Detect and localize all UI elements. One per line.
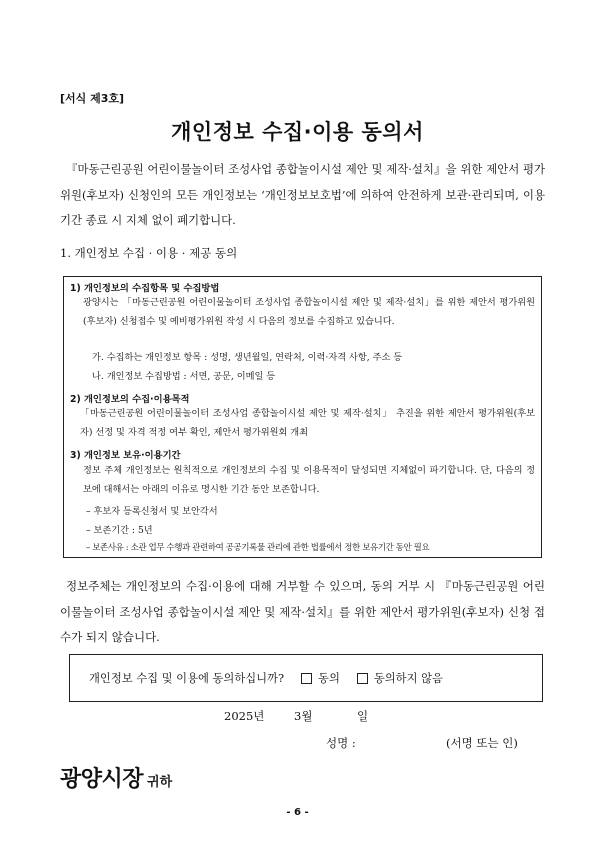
retention-heading: 3) 개인정보 보유·이용기간 [70,450,181,461]
collection-method: 나. 개인정보 수집방법 : 서면, 공문, 이메일 등 [92,371,276,382]
disagree-option[interactable] [357,670,443,686]
retention-item-period: – 보존기간 : 5년 [86,525,153,536]
signature-hint: (서명 또는 인) [446,736,518,750]
date-day: 일 [357,709,369,723]
intro-paragraph: 『마동근린공원 어린이물놀이터 조성사업 종합놀이시설 제안 및 제작·설치』을 위한 제안서 평가위원(후보자) 신청인의 모든 개인정보는 ‘개인정보보호법’에 의하여 안전하게 보관·관리되며, 이용기간 종료 시 지체 없이 폐기합니다. [60,162,545,227]
page-number: - 6 - [286,807,309,818]
consent-details-box [63,276,542,558]
agree-option[interactable] [301,670,340,686]
consent-question-box [69,654,543,702]
collection-items-heading: 1) 개인정보의 수집항목 및 수집방법 [70,283,220,294]
document-title: 개인정보 수집·이용 동의서 [171,120,424,144]
section-1-title: 1. 개인정보 수집 · 이용 · 제공 동의 [60,246,238,260]
collected-items: 가. 수집하는 개인정보 항목 : 성명, 생년월일, 연락처, 이력·자격 사항, 주소 등 [92,352,403,363]
consent-question: 개인정보 수집 및 이용에 동의하십니까? [89,672,285,685]
collection-items-text: 광양시는 「마동근린공원 어린이물놀이터 조성사업 종합놀이시설 제안 및 제작·설치」를 위한 제안서 평가위원(후보자) 신청접수 및 예비평가위원 작성 시 다음의 정보를 수집하고 있습니다. [83,297,535,327]
recipient-suffix: 귀하 [147,775,173,790]
date-year: 2025년 [224,709,265,723]
recipient [60,762,172,793]
purpose-heading: 2) 개인정보의 수집·이용목적 [70,394,190,405]
retention-text: 정보 주체 개인정보는 원칙적으로 개인정보의 수집 및 이용목적이 달성되면 지체없이 파기합니다. 단, 다음의 정보에 대해서는 아래의 이유로 명시한 기간 동안 보존합니다. [83,465,535,495]
retention-item-documents: – 후보자 등록신청서 및 보안각서 [86,506,218,517]
refusal-notice: 정보주체는 개인정보의 수집·이용에 대해 거부할 수 있으며, 동의 거부 시 『마동근린공원 어린이물놀이터 조성사업 종합놀이시설 제안 및 제작·설치』를 위한 제안서 평가위원(후보자) 신청 접수가 되지 않습니다. [60,579,545,644]
signature-label: 성명 : [326,736,356,750]
disagree-label: 동의하지 않음 [373,672,443,685]
recipient-name: 광양시장 [60,767,144,792]
agree-checkbox[interactable] [301,673,312,684]
retention-item-reason: – 보존사유 : 소관 업무 수행과 관련하여 공공기록물 관리에 관한 법률에서 정한 보유기간 동안 필요 [86,542,430,552]
agree-label: 동의 [318,672,340,685]
date-month: 3월 [294,709,313,723]
form-number: [서식 제3호] [60,92,125,105]
disagree-checkbox[interactable] [357,673,368,684]
purpose-text: 「마동근린공원 어린이물놀이터 조성사업 종합놀이시설 제안 및 제작·설치」 추진을 위한 제안서 평가위원(후보자) 선정 및 자격 적정 여부 확인, 제안서 평가위원회 개최 [80,408,535,438]
